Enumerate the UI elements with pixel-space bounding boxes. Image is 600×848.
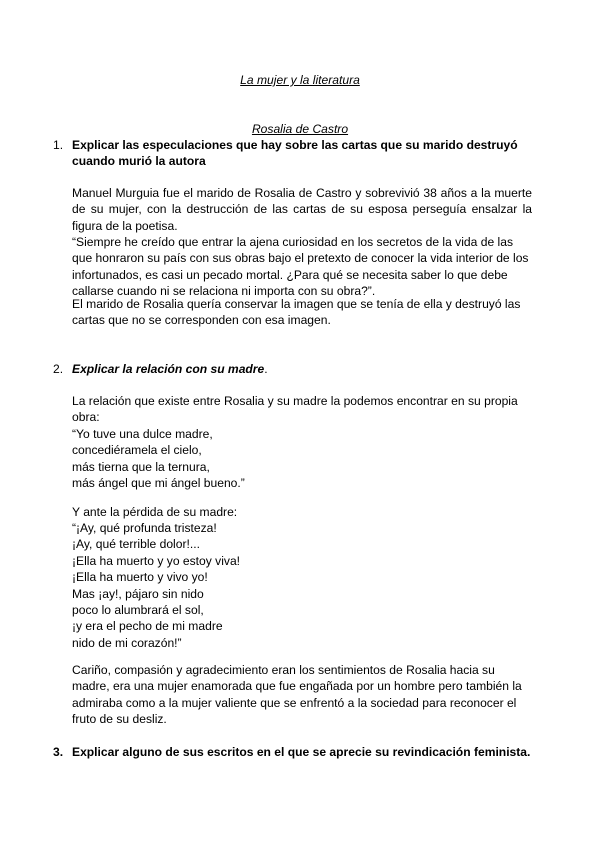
poem-line: Mas ¡ay!, pájaro sin nido [72,586,204,601]
answer-2-intro: La relación que existe entre Rosalia y su madre la podemos encontrar en su propia obra: [72,394,518,425]
question-1-number: 1. [53,138,64,152]
poem-line: ¡y era el pecho de mi madre [72,619,223,634]
poem-line: ¡Ella ha muerto y yo estoy viva! [72,553,241,568]
subtitle: Rosalia de Castro [251,122,349,136]
answer-1-quote: “Siempre he creído que entrar la ajena curiosidad en los secretos de la vida de las que honraron su país con sus obras bajo el pretexto de conocer la vida interior de los infortunados, es casi un pecado mortal. ¿Para qué se necesita saber lo que debe callarse cuando ni se relaciona ni importa con su obra?”. [72,235,529,299]
poem-line: poco lo alumbrará el sol, [72,603,204,618]
question-3-number: 3. [53,745,64,759]
poem-line: concediéramela el cielo, [72,443,202,458]
question-2-period: . [264,362,268,376]
question-3-text: Explicar alguno de sus escritos en el que se aprecie su revindicación feminista. [72,745,531,759]
poem-line: ¡Ella ha muerto y vivo yo! [72,570,208,585]
poem-line: “¡Ay, qué profunda tristeza! [72,521,217,535]
answer-2-intro-loss: Y ante la pérdida de su madre: [72,505,238,519]
answer-1-paragraph: Manuel Murguia fue el marido de Rosalia de Castro y sobrevivió 38 años a la muerte de su mujer, con la destrucción de las cartas de su esposa perseguía ensalzar la figura de la poetisa. [72,186,532,233]
poem-2 [72,520,532,651]
poem-1 [72,426,532,492]
question-2-text: Explicar la relación con su madre [72,362,265,376]
poem-line: nido de mi corazón!” [72,635,182,650]
poem-line: más ángel que mi ángel bueno.” [72,476,245,491]
answer-2-conclusion: Cariño, compasión y agradecimiento eran los sentimientos de Rosalia hacia su madre, era una mujer enamorada que fue engañada por un hombre pero también la admiraba como a la mujer valiente que se enfrentó a la sociedad para reconocer el fruto de su desliz. [72,663,522,727]
question-1-text: Explicar las especulaciones que hay sobre las cartas que su marido destruyó cuando murió la autora [72,138,518,169]
main-title: La mujer y la literatura [240,73,360,87]
question-2-heading [72,361,542,377]
poem-line: “Yo tuve una dulce madre, [72,427,213,441]
poem-line: más tierna que la ternura, [72,459,210,474]
poem-line: ¡Ay, qué terrible dolor!... [72,537,200,552]
answer-1-conclusion: El marido de Rosalia quería conservar la imagen que se tenía de ella y destruyó las cartas que no se corresponden con esa imagen. [72,297,521,328]
question-2-number: 2. [53,362,64,376]
